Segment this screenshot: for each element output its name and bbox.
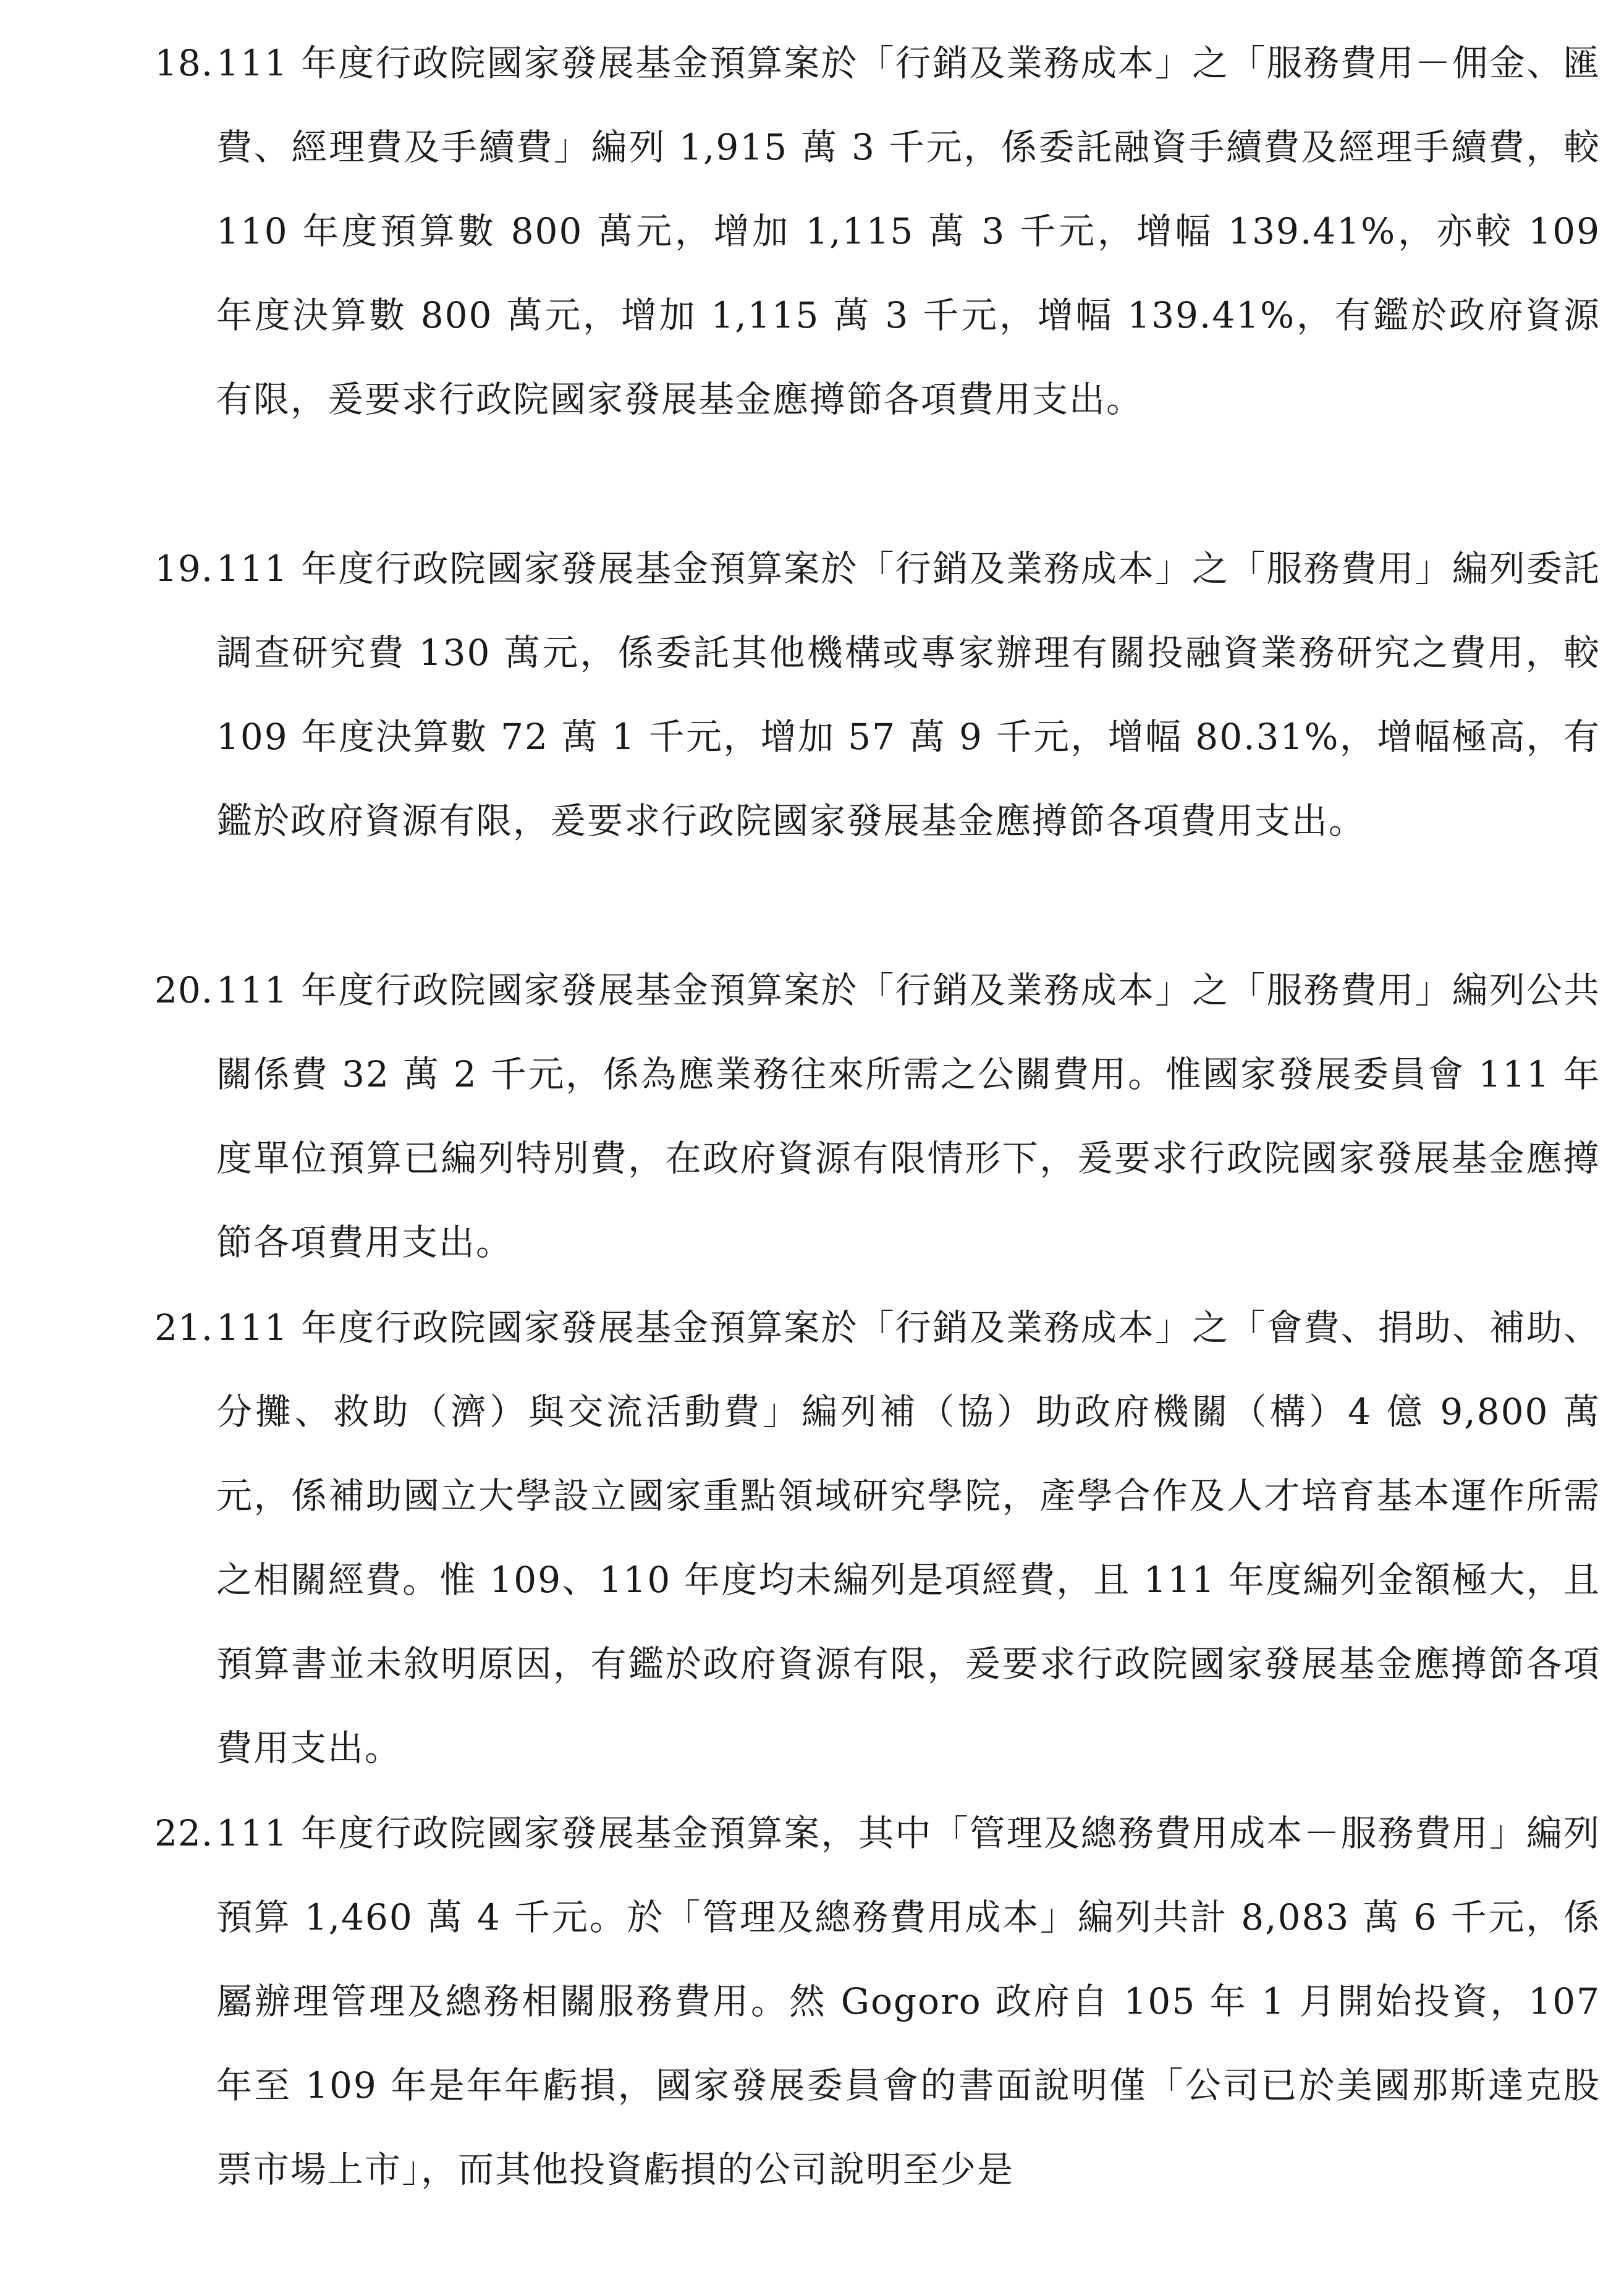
resolution-item-22	[154, 1791, 1601, 2211]
item-number: 19.	[154, 548, 214, 590]
item-text: 111 年度行政院國家發展基金預算案，其中「管理及總務費用成本－服務費用」編列預算 1,460 萬 4 千元。於「管理及總務費用成本」編列共計 8,083 萬 6 千元，係屬辦理管理及總務相關服務費用。然 Gogoro 政府自 105 年 1 月開始投資，107 年至 109 年是年年虧損，國家發展委員會的書面說明僅「公司已於美國那斯達克股票市場上市」，而其他投資虧損的公司說明至少是	[216, 1812, 1601, 2190]
item-text: 111 年度行政院國家發展基金預算案於「行銷及業務成本」之「服務費用－佣金、匯費、經理費及手續費」編列 1,915 萬 3 千元，係委託融資手續費及經理手續費，較 110 年度預算數 800 萬元，增加 1,115 萬 3 千元，增幅 139.41%，亦較 109 年度決算數 800 萬元，增加 1,115 萬 3 千元，增幅 139.41%，有鑑於政府資源有限，爰要求行政院國家發展基金應撙節各項費用支出。	[216, 42, 1601, 420]
item-number: 21.	[154, 1307, 214, 1349]
resolution-item-18	[154, 21, 1601, 441]
item-number: 20.	[154, 969, 214, 1011]
resolution-item-21	[154, 1286, 1601, 1790]
item-text: 111 年度行政院國家發展基金預算案於「行銷及業務成本」之「服務費用」編列公共關係費 32 萬 2 千元，係為應業務往來所需之公關費用。惟國家發展委員會 111 年度單位預算已編列特別費，在政府資源有限情形下，爰要求行政院國家發展基金應撙節各項費用支出。	[216, 969, 1601, 1263]
item-number: 18.	[154, 42, 214, 84]
resolution-item-19	[154, 527, 1601, 863]
item-text: 111 年度行政院國家發展基金預算案於「行銷及業務成本」之「服務費用」編列委託調查研究費 130 萬元，係委託其他機構或專家辦理有關投融資業務研究之費用，較 109 年度決算數 72 萬 1 千元，增加 57 萬 9 千元，增幅 80.31%，增幅極高，有鑑於政府資源有限，爰要求行政院國家發展基金應撙節各項費用支出。	[216, 548, 1601, 842]
item-text: 111 年度行政院國家發展基金預算案於「行銷及業務成本」之「會費、捐助、補助、分攤、救助（濟）與交流活動費」編列補（協）助政府機關（構）4 億 9,800 萬元，係補助國立大學設立國家重點領域研究學院，產學合作及人才培育基本運作所需之相關經費。惟 109、110 年度均未編列是項經費，且 111 年度編列金額極大，且預算書並未敘明原因，有鑑於政府資源有限，爰要求行政院國家發展基金應撙節各項費用支出。	[216, 1307, 1601, 1769]
item-number: 22.	[154, 1812, 214, 1854]
resolution-item-20	[154, 948, 1601, 1284]
